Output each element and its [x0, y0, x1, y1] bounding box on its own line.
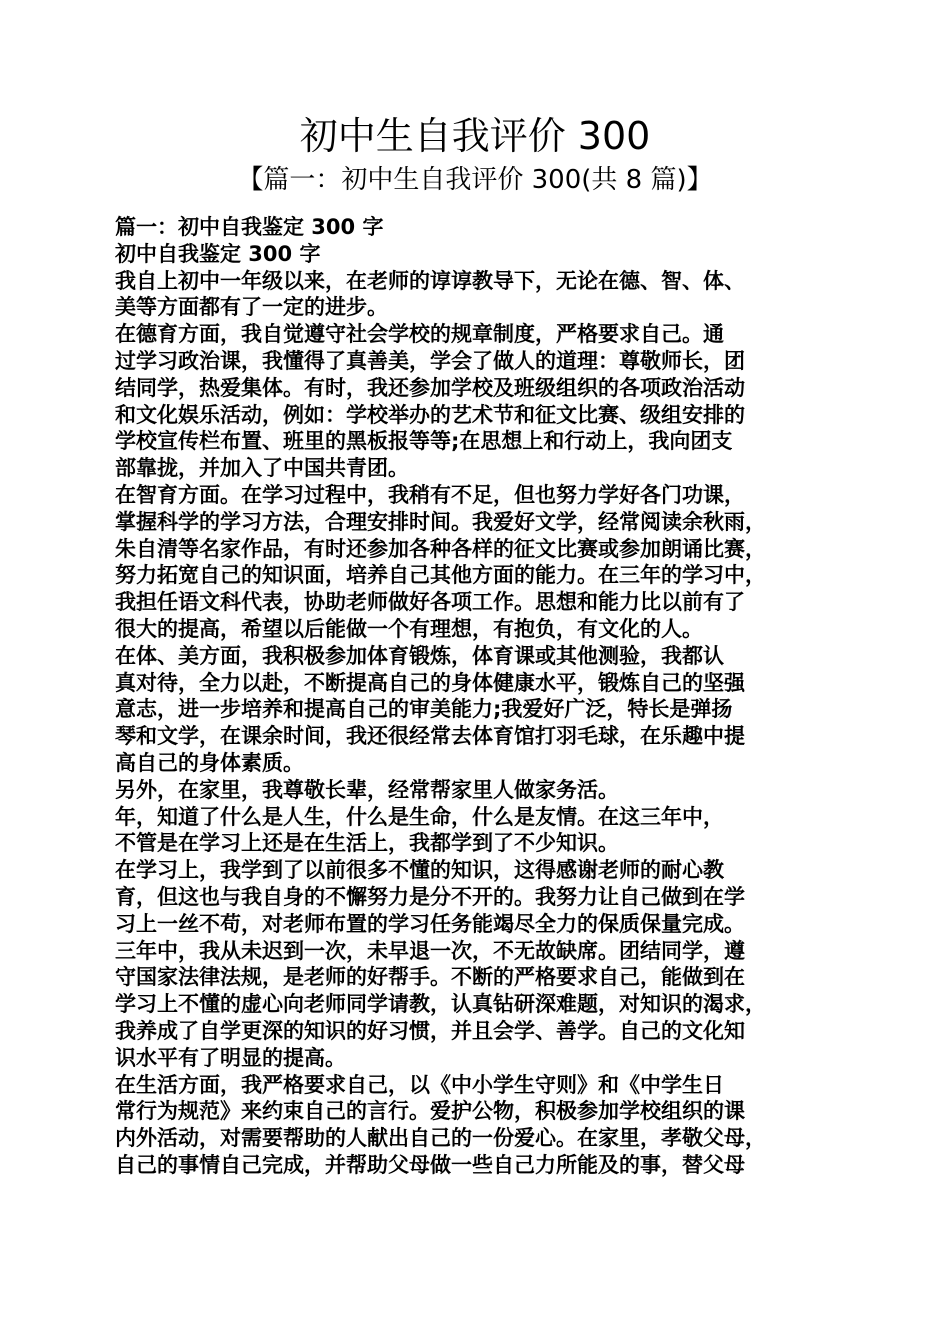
text-line: 在智育方面。在学习过程中，我稍有不足，但也努力学好各门功课，	[115, 482, 745, 507]
text-line: 篇一：初中自我鉴定 300 字	[115, 215, 384, 239]
text-line: 结同学，热爱集体。有时，我还参加学校及班级组织的各项政治活动	[115, 375, 745, 400]
text-line: 另外，在家里，我尊敬长辈，经常帮家里人做家务活。	[115, 777, 619, 802]
text-line: 在体、美方面，我积极参加体育锻炼，体育课或其他测验，我都认	[115, 643, 724, 668]
text-line: 部靠拢，并加入了中国共青团。	[115, 456, 409, 481]
text-line: 守国家法律法规，是老师的好帮手。不断的严格要求自己，能做到在	[115, 965, 745, 990]
text-line: 自己的事情自己完成，并帮助父母做一些自己力所能及的事，替父母	[115, 1152, 745, 1177]
text-line: 习上一丝不苟，对老师布置的学习任务能竭尽全力的保质保量完成。	[115, 911, 745, 936]
text-line: 在学习上，我学到了以前很多不懂的知识，这得感谢老师的耐心教	[115, 858, 724, 883]
text-line: 我自上初中一年级以来，在老师的谆谆教导下，无论在德、智、体、	[115, 268, 745, 293]
text-line: 在生活方面，我严格要求自己，以《中小学生守则》和《中学生日	[115, 1072, 724, 1097]
text-line: 很大的提高，希望以后能做一个有理想，有抱负，有文化的人。	[115, 616, 703, 641]
text-line: 学校宣传栏布置、班里的黑板报等等;在思想上和行动上，我向团支	[115, 429, 733, 454]
text-line: 不管是在学习上还是在生活上，我都学到了不少知识。	[115, 831, 619, 856]
text-line: 内外活动，对需要帮助的人献出自己的一份爱心。在家里，孝敬父母，	[115, 1126, 766, 1151]
text-line: 美等方面都有了一定的进步。	[115, 295, 388, 320]
text-line: 识水平有了明显的提高。	[115, 1045, 346, 1070]
text-line: 真对待，全力以赴，不断提高自己的身体健康水平，锻炼自己的坚强	[115, 670, 745, 695]
text-line: 常行为规范》来约束自己的言行。爱护公物，积极参加学校组织的课	[115, 1099, 745, 1124]
text-line: 在德育方面，我自觉遵守社会学校的规章制度，严格要求自己。通	[115, 322, 724, 347]
text-line: 掌握科学的学习方法，合理安排时间。我爱好文学，经常阅读余秋雨，	[115, 509, 766, 534]
text-line: 努力拓宽自己的知识面，培养自己其他方面的能力。在三年的学习中，	[115, 563, 766, 588]
text-line: 朱自清等名家作品，有时还参加各种各样的征文比赛或参加朗诵比赛，	[115, 536, 766, 561]
document-body	[115, 214, 837, 1179]
text-line: 琴和文学，在课余时间，我还很经常去体育馆打羽毛球，在乐趣中提	[115, 724, 745, 749]
page-subtitle: 【篇一：初中生自我评价 300(共 8 篇)】	[237, 165, 713, 195]
text-line: 过学习政治课，我懂得了真善美，学会了做人的道理：尊敬师长，团	[115, 348, 745, 373]
text-line: 我担任语文科代表，协助老师做好各项工作。思想和能力比以前有了	[115, 590, 745, 615]
text-line: 初中自我鉴定 300 字	[115, 241, 321, 266]
text-line: 我养成了自学更深的知识的好习惯，并且会学、善学。自己的文化知	[115, 1018, 745, 1043]
text-line: 三年中，我从未迟到一次，未早退一次，不无故缺席。团结同学，遵	[115, 938, 745, 963]
text-line: 和文化娱乐活动，例如：学校举办的艺术节和征文比赛、级组安排的	[115, 402, 745, 427]
text-line: 学习上不懂的虚心向老师同学请教，认真钻研深难题，对知识的渴求，	[115, 992, 766, 1017]
text-line: 育，但这也与我自身的不懈努力是分不开的。我努力让自己做到在学	[115, 884, 745, 909]
text-line: 意志，进一步培养和提高自己的审美能力;我爱好广泛，特长是弹扬	[115, 697, 733, 722]
text-line: 高自己的身体素质。	[115, 750, 304, 775]
page-title: 初中生自我评价 300	[299, 114, 651, 158]
text-line: 年，知道了什么是人生，什么是生命，什么是友情。在这三年中，	[115, 804, 724, 829]
